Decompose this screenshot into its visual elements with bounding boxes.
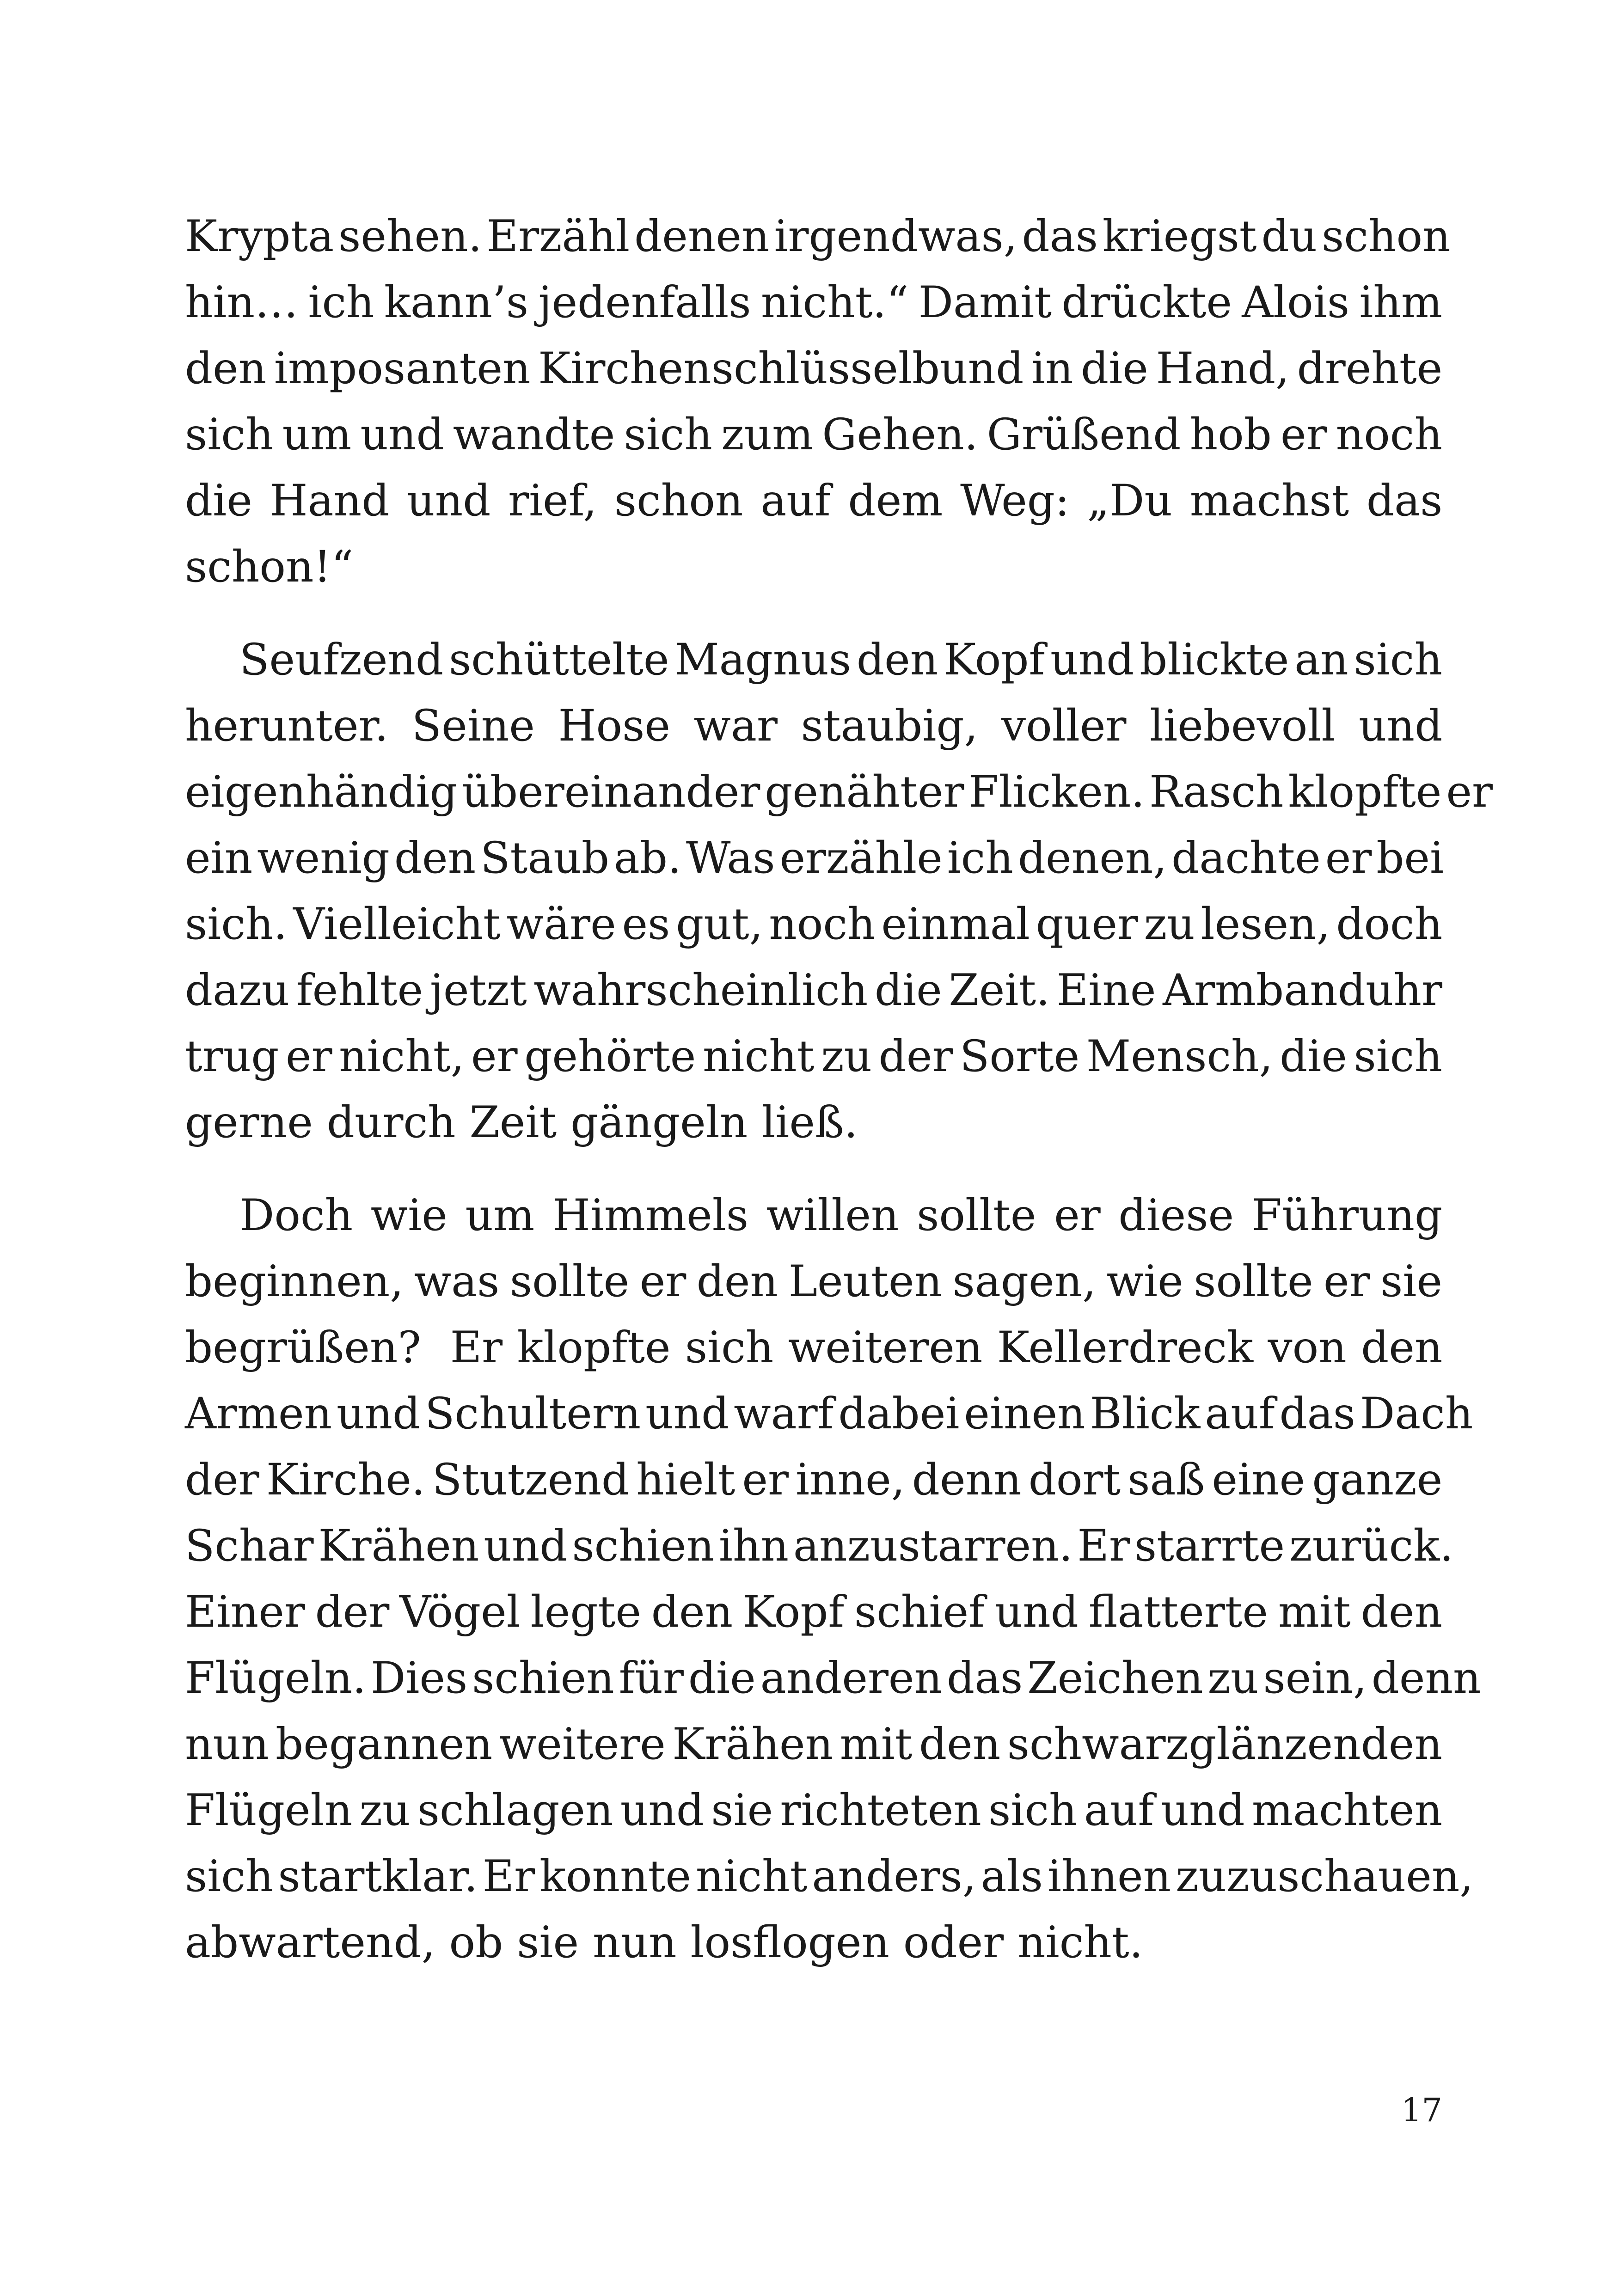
text-line: den imposanten Kirchenschlüsselbund in die Hand, drehte <box>185 343 1443 394</box>
text-line: beginnen, was sollte er den Leuten sagen, wie sollte er sie <box>185 1256 1443 1307</box>
text-line: Schar Krähen und schien ihn anzustarren. Er starrte zurück. <box>185 1521 1454 1571</box>
text-line: der Kirche. Stutzend hielt er inne, denn dort saß eine ganze <box>185 1455 1443 1505</box>
page-number: 17 <box>1401 2091 1442 2129</box>
text-line: Armen und Schultern und warf dabei einen Blick auf das Dach <box>185 1389 1473 1439</box>
text-line: Doch wie um Himmels willen sollte er diese Führung <box>239 1190 1443 1241</box>
body-text <box>185 203 1493 1976</box>
text-line: sich. Vielleicht wäre es gut, noch einmal quer zu lesen, doch <box>185 899 1443 949</box>
text-line: hin… ich kann’s jedenfalls nicht.“ Damit drückte Alois ihm <box>185 277 1443 328</box>
text-line: Einer der Vögel legte den Kopf schief und flatterte mit den <box>185 1587 1442 1637</box>
text-line: sich startklar. Er konnte nicht anders, als ihnen zuzuschauen, <box>185 1851 1474 1902</box>
text-line: Seufzend schüttelte Magnus den Kopf und blickte an sich <box>239 635 1442 685</box>
text-line: abwartend, ob sie nun losflogen oder nicht. <box>185 1917 1143 1968</box>
text-line: die Hand und rief, schon auf dem Weg: „Du machst das <box>185 476 1443 526</box>
text-line: Krypta sehen. Erzähl denen irgendwas, das kriegst du schon <box>185 211 1451 262</box>
text-line: trug er nicht, er gehörte nicht zu der Sorte Mensch, die sich <box>185 1031 1442 1082</box>
text-line: schon!“ <box>185 542 354 592</box>
paragraph-1 <box>185 203 1451 600</box>
text-line: ein wenig den Staub ab. Was erzähle ich denen, dachte er bei <box>185 833 1444 883</box>
text-line: nun begannen weitere Krähen mit den schwarzglänzenden <box>185 1719 1442 1769</box>
text-line: begrüßen? Er klopfte sich weiteren Kellerdreck von den <box>185 1322 1443 1373</box>
text-line: gerne durch Zeit gängeln ließ. <box>185 1097 858 1148</box>
text-line: Flügeln. Dies schien für die anderen das Zeichen zu sein, denn <box>185 1653 1481 1703</box>
text-line: Flügeln zu schlagen und sie richteten sich auf und machten <box>185 1785 1443 1836</box>
paragraph-2 <box>185 627 1493 1156</box>
text-line: dazu fehlte jetzt wahrscheinlich die Zeit. Eine Armbanduhr <box>185 965 1442 1016</box>
text-line: eigenhändig übereinander genähter Flicken. Rasch klopfte er <box>185 767 1493 817</box>
paragraph-3 <box>185 1182 1481 1976</box>
text-line: herunter. Seine Hose war staubig, voller liebevoll und <box>185 701 1443 751</box>
text-line: sich um und wandte sich zum Gehen. Grüßend hob er noch <box>185 410 1442 460</box>
